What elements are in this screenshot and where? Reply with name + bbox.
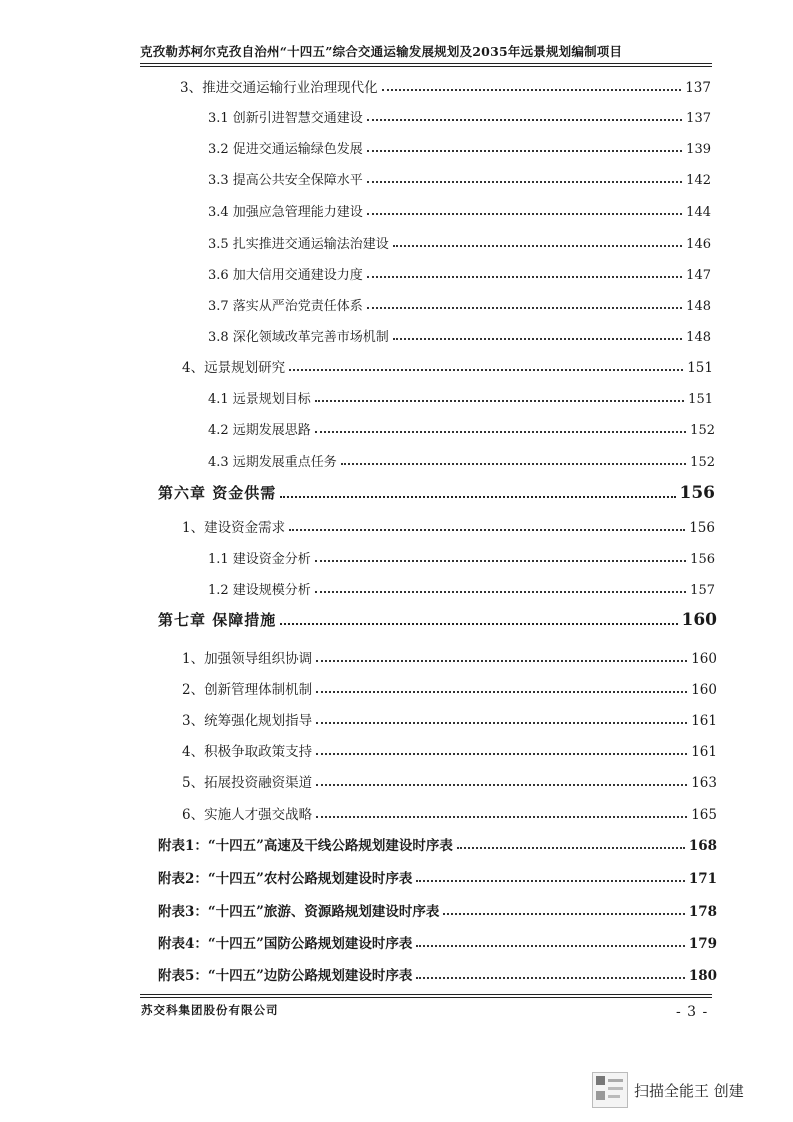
toc-entry[interactable] xyxy=(208,446,715,470)
toc-entry-page: 179 xyxy=(688,936,717,952)
toc-entry-label: 3.3 提高公共安全保障水平 xyxy=(208,173,363,188)
toc-entry[interactable] xyxy=(208,196,711,220)
toc-entry-page: 160 xyxy=(691,651,717,667)
toc-entry-page: 160 xyxy=(681,610,717,630)
toc-entry-label: 3.7 落实从严治党责任体系 xyxy=(208,299,363,314)
toc-chapter-entry[interactable] xyxy=(158,479,715,503)
toc-entry[interactable] xyxy=(182,705,717,729)
toc-entry-page: 137 xyxy=(686,111,711,126)
toc-entry-label: 附表5：“十四五”边防公路规划建设时序表 xyxy=(158,968,413,984)
toc-entry[interactable] xyxy=(208,414,715,438)
toc-entry-page: 168 xyxy=(688,838,717,854)
toc-entry-label: 4、积极争取政策支持 xyxy=(182,744,313,760)
toc-leader-dots xyxy=(316,752,687,755)
toc-entry-label: 附表2：“十四五”农村公路规划建设时序表 xyxy=(158,871,413,887)
toc-leader-dots xyxy=(280,495,675,498)
toc-leader-dots xyxy=(367,118,682,121)
toc-leader-dots xyxy=(316,721,687,724)
toc-entry-label: 5、拓展投资融资渠道 xyxy=(182,775,313,791)
toc-entry-page: 152 xyxy=(690,423,715,438)
toc-entry-page: 151 xyxy=(687,360,713,376)
toc-leader-dots xyxy=(457,846,685,849)
footer-rule-bottom xyxy=(140,997,712,998)
toc-entry[interactable] xyxy=(182,643,717,667)
toc-entry-label: 附表4：“十四五”国防公路规划建设时序表 xyxy=(158,936,413,952)
toc-leader-dots xyxy=(367,180,682,183)
watermark-text: 扫描全能王 创建 xyxy=(634,1081,744,1100)
toc-entry[interactable] xyxy=(208,164,711,188)
toc-entry-label: 4、远景规划研究 xyxy=(182,360,286,376)
toc-leader-dots xyxy=(393,337,682,340)
toc-entry[interactable] xyxy=(182,352,713,376)
toc-leader-dots xyxy=(316,690,687,693)
toc-entry-page: 163 xyxy=(691,775,717,791)
toc-entry[interactable] xyxy=(182,736,717,760)
toc-entry[interactable] xyxy=(208,321,711,345)
toc-entry-page: 148 xyxy=(686,299,711,314)
toc-entry-label: 3.2 促进交通运输绿色发展 xyxy=(208,142,363,157)
toc-entry-label: 3、推进交通运输行业治理现代化 xyxy=(180,80,378,96)
toc-leader-dots xyxy=(416,944,684,947)
toc-entry[interactable] xyxy=(208,228,711,252)
toc-entry[interactable] xyxy=(182,512,715,536)
toc-entry-label: 3.4 加强应急管理能力建设 xyxy=(208,205,363,220)
scanner-logo-icon xyxy=(592,1072,628,1108)
toc-appendix-entry[interactable] xyxy=(158,830,717,854)
toc-leader-dots xyxy=(315,399,684,402)
toc-entry-page: 156 xyxy=(690,552,715,567)
toc-chapter-entry[interactable] xyxy=(158,606,717,630)
toc-entry-page: 152 xyxy=(690,455,715,470)
toc-entry-label: 3、统筹强化规划指导 xyxy=(182,713,313,729)
toc-entry-label: 6、实施人才强交战略 xyxy=(182,807,313,823)
toc-entry[interactable] xyxy=(208,383,713,407)
toc-entry-page: 139 xyxy=(686,142,711,157)
toc-entry-label: 2、创新管理体制机制 xyxy=(182,682,313,698)
toc-entry-label: 3.6 加大信用交通建设力度 xyxy=(208,268,363,283)
toc-entry-label: 附表1：“十四五”高速及干线公路规划建设时序表 xyxy=(158,838,453,854)
toc-entry-page: 142 xyxy=(686,173,711,188)
toc-entry-label: 1.1 建设资金分析 xyxy=(208,552,311,567)
footer-page-number: - 3 - xyxy=(676,1004,709,1020)
toc-appendix-entry[interactable] xyxy=(158,928,717,952)
footer-company-name: 苏交科集团股份有限公司 xyxy=(141,1003,279,1017)
toc-leader-dots xyxy=(316,815,687,818)
toc-entry-page: 151 xyxy=(688,392,713,407)
toc-entry-page: 171 xyxy=(688,871,717,887)
toc-leader-dots xyxy=(416,879,684,882)
toc-entry-label: 3.8 深化领域改革完善市场机制 xyxy=(208,330,389,345)
toc-entry-page: 160 xyxy=(691,682,717,698)
toc-entry-page: 161 xyxy=(691,713,717,729)
toc-entry-label: 第六章 资金供需 xyxy=(158,484,277,502)
toc-entry[interactable] xyxy=(208,543,715,567)
toc-entry-page: 144 xyxy=(686,205,711,220)
toc-leader-dots xyxy=(289,368,683,371)
toc-entry-page: 178 xyxy=(688,904,717,920)
footer-rule-top xyxy=(140,994,712,995)
toc-entry[interactable] xyxy=(182,799,717,823)
toc-entry-page: 156 xyxy=(679,483,715,503)
toc-entry[interactable] xyxy=(208,290,711,314)
toc-entry-label: 1.2 建设规模分析 xyxy=(208,583,311,598)
toc-leader-dots xyxy=(367,306,682,309)
toc-entry-label: 3.5 扎实推进交通运输法治建设 xyxy=(208,237,389,252)
toc-entry-label: 1、加强领导组织协调 xyxy=(182,651,313,667)
toc-entry[interactable] xyxy=(208,259,711,283)
toc-entry-page: 156 xyxy=(689,520,715,536)
toc-leader-dots xyxy=(315,590,686,593)
toc-leader-dots xyxy=(316,783,687,786)
toc-entry-page: 137 xyxy=(685,80,711,96)
toc-appendix-entry[interactable] xyxy=(158,960,717,984)
toc-entry-page: 146 xyxy=(686,237,711,252)
toc-entry-page: 148 xyxy=(686,330,711,345)
toc-entry[interactable] xyxy=(180,72,711,96)
toc-leader-dots xyxy=(315,559,686,562)
toc-entry-label: 附表3：“十四五”旅游、资源路规划建设时序表 xyxy=(158,904,440,920)
toc-entry-label: 第七章 保障措施 xyxy=(158,611,277,629)
toc-leader-dots xyxy=(443,912,684,915)
toc-entry-page: 165 xyxy=(691,807,717,823)
toc-leader-dots xyxy=(367,149,682,152)
toc-entry-page: 157 xyxy=(690,583,715,598)
toc-entry[interactable] xyxy=(182,767,717,791)
toc-leader-dots xyxy=(393,244,682,247)
scanner-watermark xyxy=(592,1072,744,1108)
toc-leader-dots xyxy=(341,462,686,465)
toc-entry[interactable] xyxy=(208,133,711,157)
toc-appendix-entry[interactable] xyxy=(158,863,717,887)
document-header-title: 克孜勒苏柯尔克孜自治州“十四五”综合交通运输发展规划及2035年远景规划编制项目 xyxy=(140,44,623,59)
toc-leader-dots xyxy=(416,976,684,979)
toc-entry-label: 4.3 远期发展重点任务 xyxy=(208,455,337,470)
toc-entry-page: 180 xyxy=(688,968,717,984)
toc-entry-page: 147 xyxy=(686,268,711,283)
toc-entry-label: 3.1 创新引进智慧交通建设 xyxy=(208,111,363,126)
toc-leader-dots xyxy=(315,430,686,433)
toc-entry-page: 161 xyxy=(691,744,717,760)
toc-entry[interactable] xyxy=(182,674,717,698)
toc-leader-dots xyxy=(367,212,682,215)
toc-entry-label: 1、建设资金需求 xyxy=(182,520,286,536)
toc-appendix-entry[interactable] xyxy=(158,896,717,920)
toc-entry[interactable] xyxy=(208,102,711,126)
toc-leader-dots xyxy=(382,88,682,91)
toc-entry-label: 4.1 远景规划目标 xyxy=(208,392,311,407)
toc-leader-dots xyxy=(316,659,687,662)
toc-leader-dots xyxy=(289,528,685,531)
toc-leader-dots xyxy=(280,622,677,625)
toc-leader-dots xyxy=(367,275,682,278)
toc-entry-label: 4.2 远期发展思路 xyxy=(208,423,311,438)
toc-entry[interactable] xyxy=(208,574,715,598)
